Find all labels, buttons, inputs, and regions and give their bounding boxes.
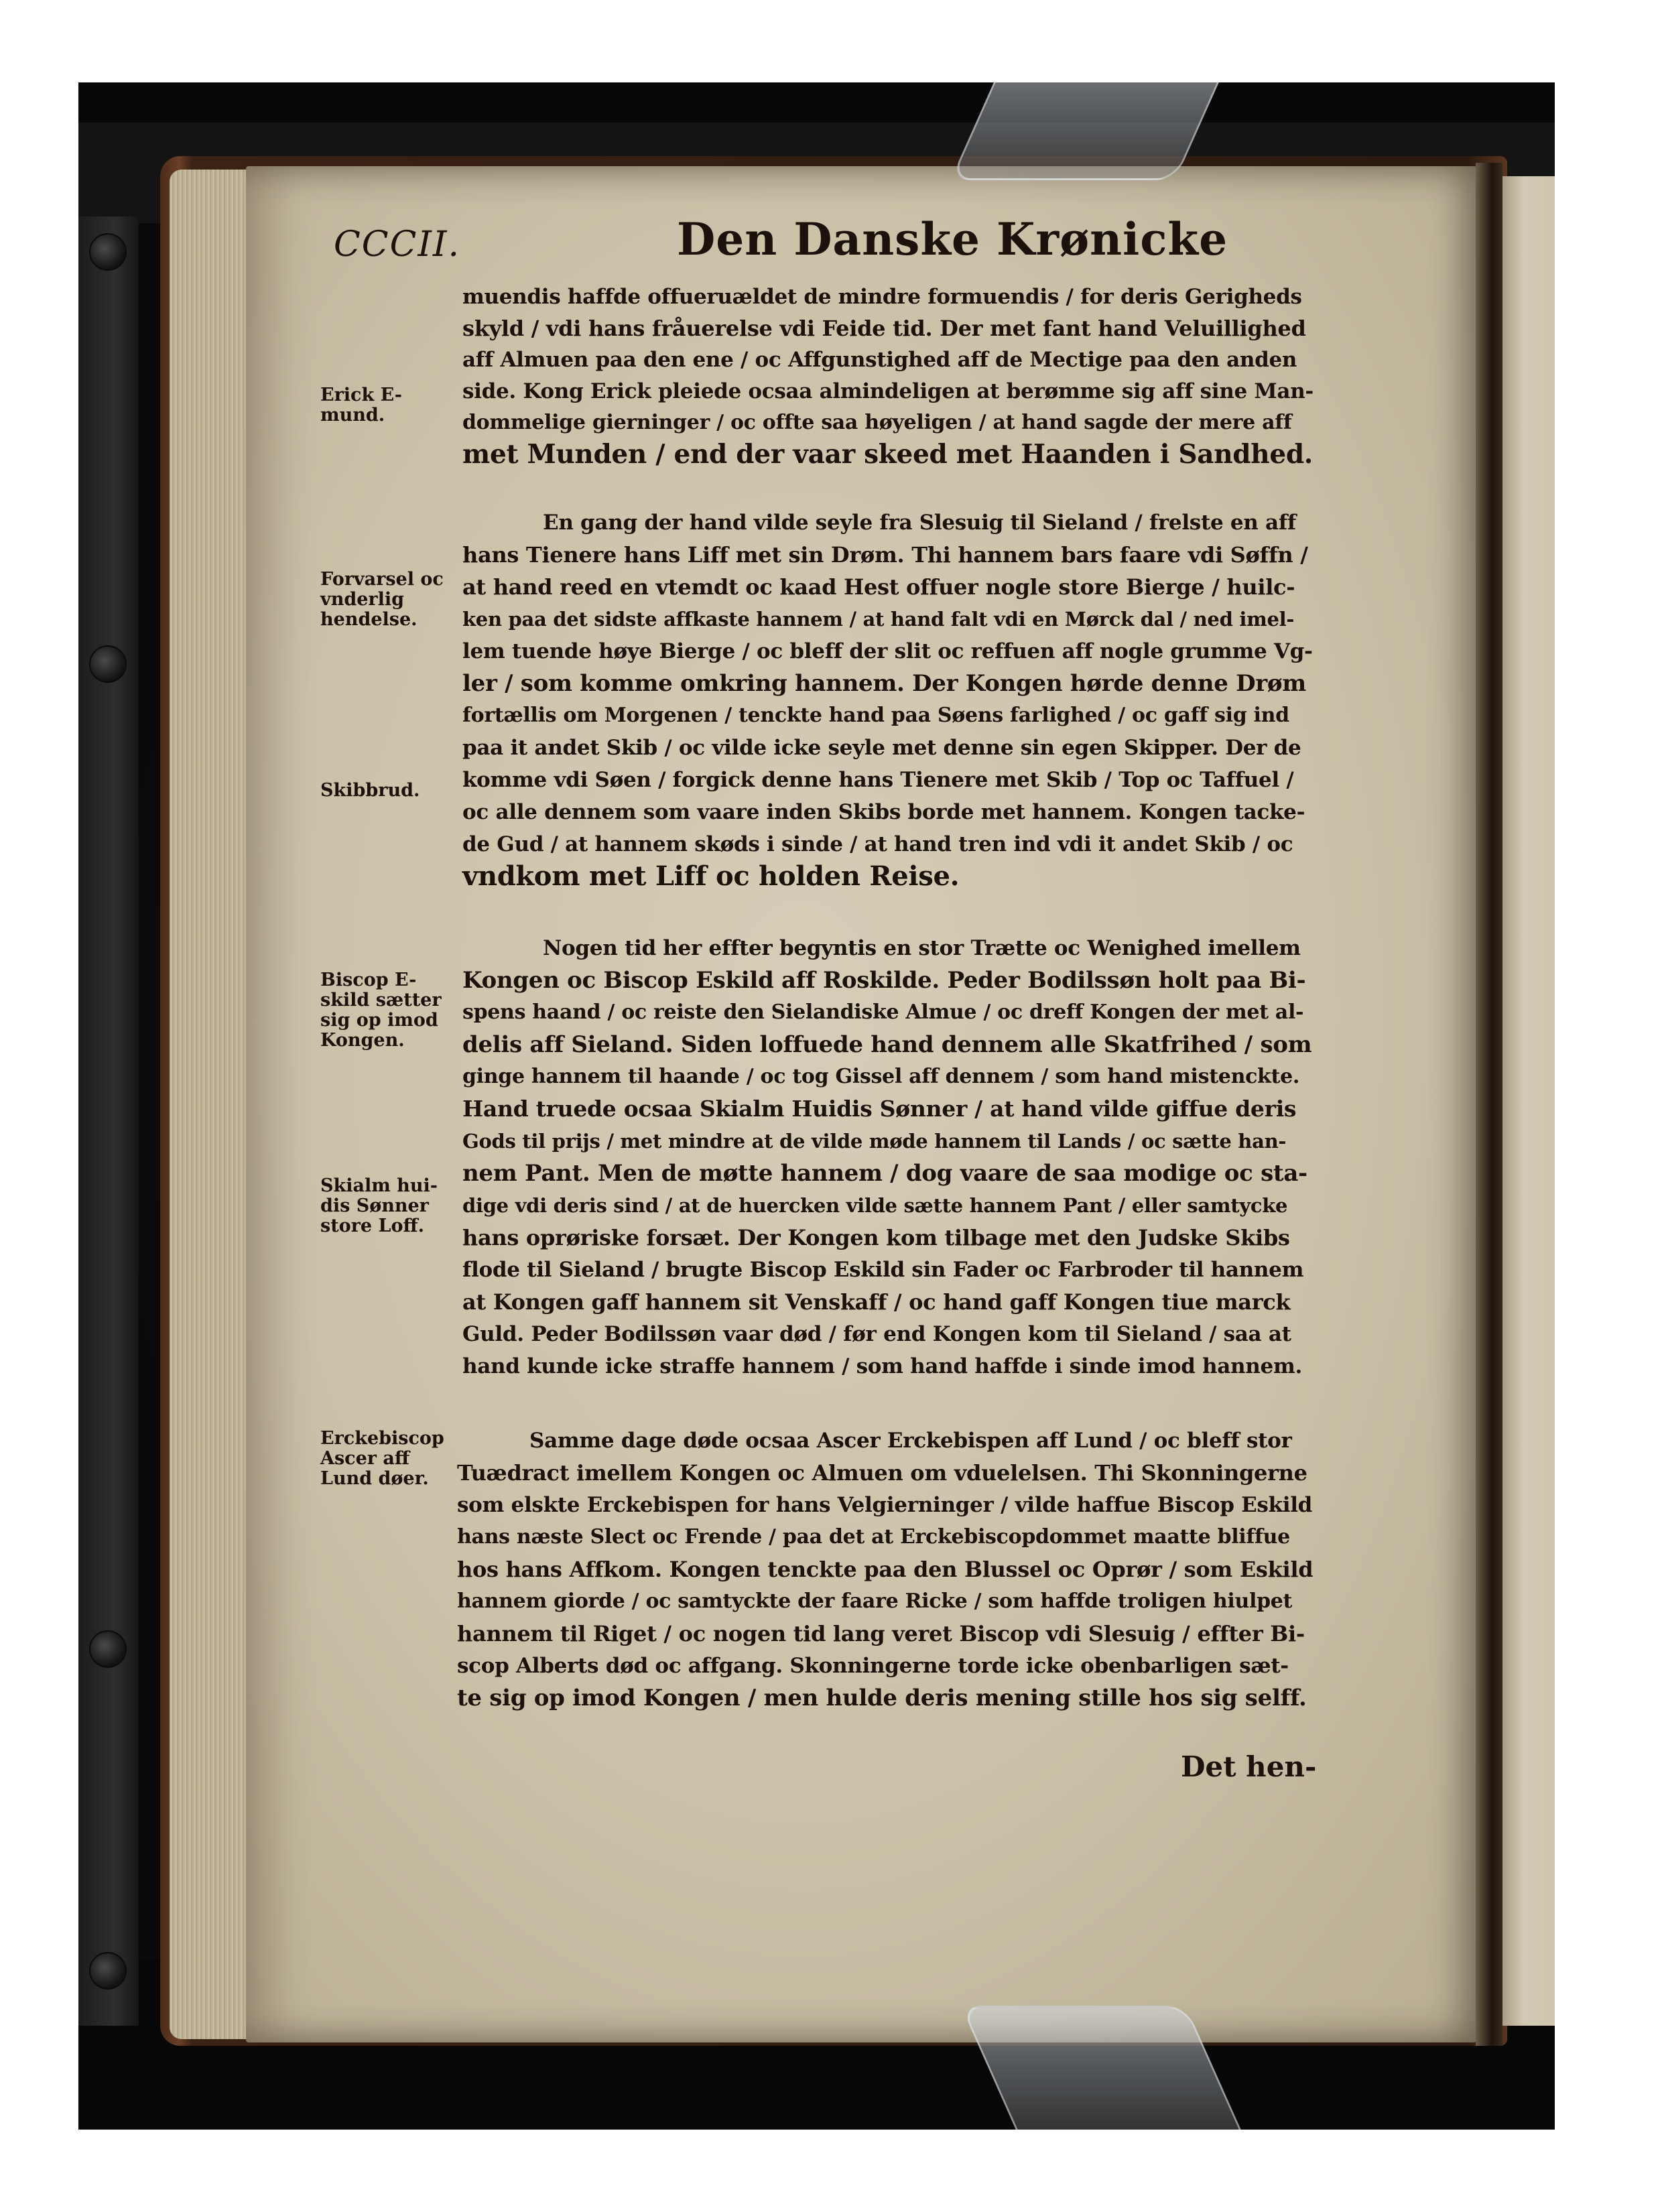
text-line: Gods til prijs / met mindre at de vilde møde hannem til Lands / oc sætte han- (462, 1130, 1287, 1153)
text-line: hannem til Riget / oc nogen tid lang veret Biscop vdi Slesuig / effter Bi- (457, 1621, 1305, 1646)
text-line: ken paa det sidste affkaste hannem / at hand falt vdi en Mørck dal / ned imel- (462, 608, 1295, 631)
text-line: at Kongen gaff hannem sit Venskaff / oc hand gaff Kongen tiue marck (462, 1289, 1291, 1315)
text-line: vndkom met Liff oc holden Reise. (462, 860, 960, 892)
text-line: hans oprøriske forsæt. Der Kongen kom tilbage met den Judske Skibs (462, 1225, 1290, 1250)
text-line: hand kunde icke straffe hannem / som hand haffde i sinde imod hannem. (462, 1354, 1302, 1378)
text-line: Samme dage døde ocsaa Ascer Erckebispen aff Lund / oc bleff stor (529, 1429, 1292, 1453)
text-line: met Munden / end der vaar skeed met Haanden i Sandhed. (462, 439, 1314, 470)
text-line: fortællis om Morgenen / tenckte hand paa Søens farlighed / oc gaff sig ind (462, 704, 1289, 727)
catchword: Det hen- (1181, 1750, 1317, 1783)
text-line: En gang der hand vilde seyle fra Slesuig til Sieland / frelste en aff (543, 511, 1296, 535)
footer-shelfmark: Vilh. Bruuns Samling (LN 1451 2° copy 5) (121, 2181, 356, 2195)
text-line: delis aff Sieland. Siden loffuede hand dennem alle Skatfrihed / som (462, 1031, 1312, 1058)
margin-note: Skibbrud. (320, 780, 420, 801)
copyright-footer (121, 2141, 724, 2197)
footer-credit: Images reproduced by courtesy of the Royal Library, Copenhagen. (121, 2162, 496, 2176)
margin-note: Skialm hui- dis Sønner store Loff. (320, 1175, 438, 1236)
footer-copyright: Early European Books, Copyright © 2010 ProQuest LLC. (121, 2143, 442, 2157)
text-line: lem tuende høye Bierge / oc bleff der slit oc reffuen aff nogle grumme Vg- (462, 639, 1313, 663)
text-line: paa it andet Skib / oc vilde icke seyle met denne sin egen Skipper. Der de (462, 736, 1301, 760)
text-line: komme vdi Søen / forgick denne hans Tienere met Skib / Top oc Taffuel / (462, 768, 1294, 792)
margin-note: Erick E- mund. (320, 385, 402, 426)
text-line: spens haand / oc reiste den Sielandiske Almue / oc dreff Kongen der met al- (462, 1000, 1304, 1024)
page-number: CCCII. (334, 224, 460, 265)
text-line: te sig op imod Kongen / men hulde deris mening stille hos sig selff. (457, 1685, 1307, 1711)
text-line: Tuædract imellem Kongen oc Almuen om vduelelsen. Thi Skonningerne (457, 1460, 1307, 1486)
margin-note: Erckebiscop Ascer aff Lund døer. (320, 1428, 444, 1489)
text-line: som elskte Erckebispen for hans Velgierninger / vilde haffue Biscop Eskild (457, 1493, 1313, 1517)
text-line: dige vdi deris sind / at de huercken vilde sætte hannem Pant / eller samtycke (462, 1194, 1288, 1217)
margin-note: Forvarsel oc vnderlig hendelse. (320, 569, 444, 630)
text-line: Hand truede ocsaa Skialm Huidis Sønner / at hand vilde giffue deris (462, 1096, 1297, 1122)
text-line: Nogen tid her effter begyntis en stor Trætte oc Wenighed imellem (543, 936, 1301, 960)
text-line: ler / som komme omkring hannem. Der Kongen hørde denne Drøm (462, 670, 1306, 697)
margin-note: Biscop E- skild sætter sig op imod Kongen. (320, 970, 442, 1051)
text-line: muendis haffde offueruældet de mindre formuendis / for deris Gerigheds (462, 285, 1302, 309)
text-line: hannem giorde / oc samtyckte der faare Ricke / som haffde troligen hiulpet (457, 1589, 1293, 1613)
text-line: scop Alberts død oc affgang. Skonningerne torde icke obenbarligen sæt- (457, 1654, 1289, 1678)
text-line: aff Almuen paa den ene / oc Affgunstighed aff de Mectige paa den anden (462, 348, 1297, 372)
text-line: hos hans Affkom. Kongen tenckte paa den Blussel oc Oprør / som Eskild (457, 1557, 1314, 1582)
text-line: nem Pant. Men de møtte hannem / dog vaare de saa modige oc sta- (462, 1160, 1307, 1187)
text-line: at hand reed en vtemdt oc kaad Hest offuer nogle store Bierge / huilc- (462, 574, 1295, 600)
text-line: ginge hannem til haande / oc tog Gissel aff dennem / som hand mistenckte. (462, 1065, 1300, 1088)
text-line: side. Kong Erick pleiede ocsaa almindeligen at berømme sig aff sine Man- (462, 379, 1314, 403)
text-line: flode til Sieland / brugte Biscop Eskild sin Fader oc Farbroder til hannem (462, 1258, 1304, 1282)
text-line: hans næste Slect oc Frende / paa det at Erckebiscopdommet maatte bliffue (457, 1525, 1290, 1549)
text-line: hans Tienere hans Liff met sin Drøm. Thi hannem bars faare vdi Søffn / (462, 542, 1308, 568)
text-line: skyld / vdi hans fråuerelse vdi Feide tid. Der met fant hand Veluillighed (462, 316, 1306, 341)
text-line: dommelige gierninger / oc offte saa høyeligen / at hand sagde der mere aff (462, 411, 1292, 434)
running-head: Den Danske Krønicke (677, 213, 1228, 265)
text-line: Guld. Peder Bodilssøn vaar død / før end Kongen kom til Sieland / saa at (462, 1322, 1291, 1346)
text-line: Kongen oc Biscop Eskild aff Roskilde. Peder Bodilssøn holt paa Bi- (462, 967, 1306, 994)
text-line: de Gud / at hannem skøds i sinde / at hand tren ind vdi it andet Skib / oc (462, 832, 1293, 856)
text-line: oc alle dennem som vaare inden Skibs borde met hannem. Kongen tacke- (462, 800, 1305, 824)
